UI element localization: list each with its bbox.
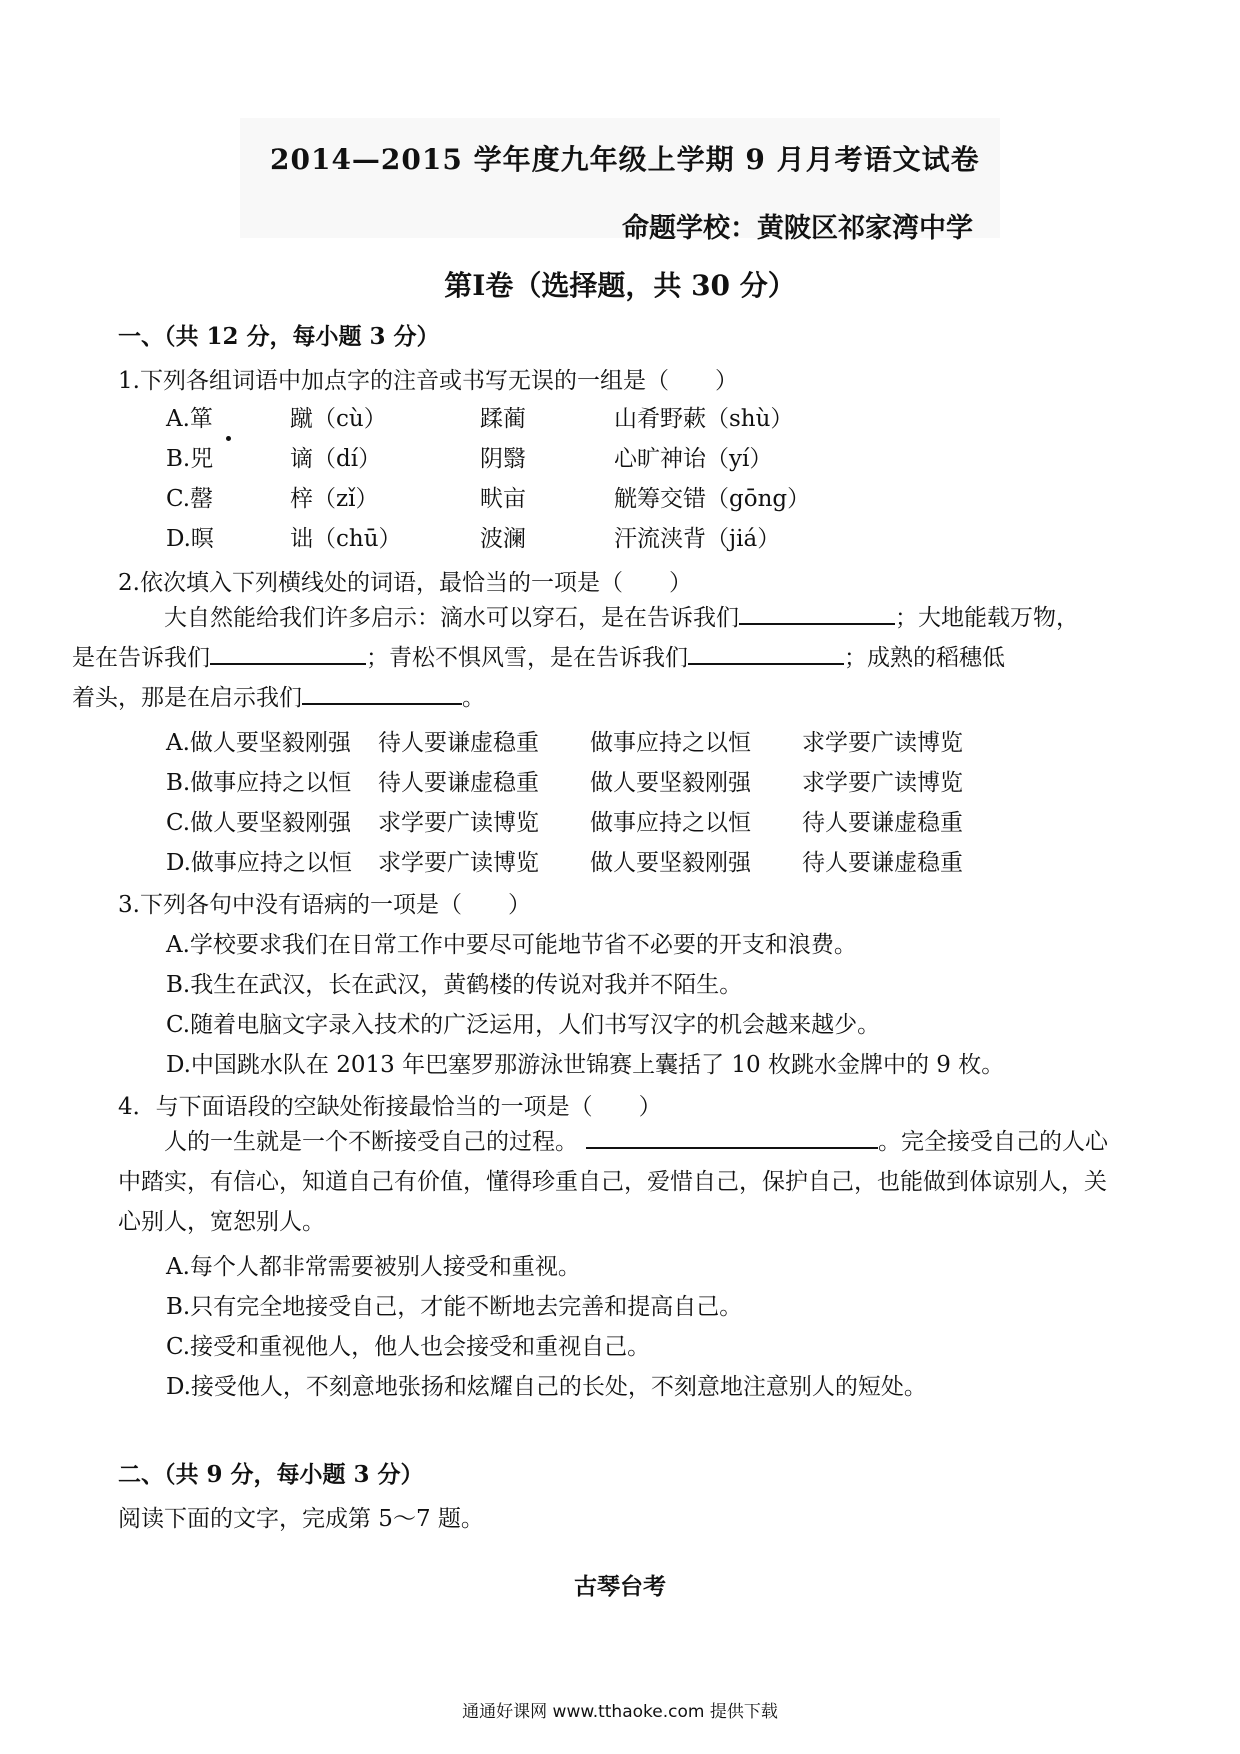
q2-d-4: 待人要谦虚稳重: [802, 850, 963, 876]
passage-title: 古琴台考: [574, 1573, 666, 1600]
q4-text-1: 人的一生就是一个不断接受自己的过程。: [164, 1129, 578, 1155]
q2-b-4: 求学要广读博览: [802, 770, 963, 796]
q1-b-3: 阴翳: [480, 446, 526, 472]
q2-b-1: B.做事应持之以恒: [166, 770, 352, 796]
q1-c-1: C.罄: [166, 486, 214, 512]
q1-d-1: D.暝: [166, 526, 214, 552]
q3-option-d: D.中国跳水队在 2013 年巴塞罗那游泳世锦赛上囊括了 10 枚跳水金牌中的 9 枚。: [166, 1052, 1005, 1078]
q1-option-b: [166, 440, 772, 473]
q2-text-6: 着头，那是在启示我们: [72, 685, 302, 711]
q1-c-3: 畎亩: [480, 486, 526, 512]
q2-c-2: 求学要广读博览: [378, 810, 539, 836]
q2-text-4: ；青松不惧风雪，是在告诉我们: [366, 645, 688, 671]
q1-a-3: 蹂蔺: [480, 406, 526, 432]
q2-b-3: 做人要坚毅刚强: [590, 770, 751, 796]
q2-blank-2: [210, 641, 366, 665]
exam-title: 2014—2015 学年度九年级上学期 9 月月考语文试卷: [270, 143, 980, 176]
q2-passage: [72, 598, 1126, 718]
q3-option-c: C.随着电脑文字录入技术的广泛运用，人们书写汉字的机会越来越少。: [166, 1012, 881, 1038]
section2-intro: 阅读下面的文字，完成第 5～7 题。: [118, 1506, 484, 1532]
q4-option-d: D.接受他人，不刻意地张扬和炫耀自己的长处，不刻意地注意别人的短处。: [166, 1374, 927, 1400]
q4-passage: [118, 1122, 1126, 1242]
q3-stem: 3.下列各句中没有语病的一项是（ ）: [118, 892, 531, 918]
q1-b-4: 心旷神诒（yí）: [614, 446, 773, 472]
q3-option-b: B.我生在武汉，长在武汉，黄鹤楼的传说对我并不陌生。: [166, 972, 743, 998]
q2-text-3: 是在告诉我们: [72, 645, 210, 671]
q1-a-4: 山肴野蔌（shù）: [614, 406, 794, 432]
q1-stem: 1.下列各组词语中加点字的注音或书写无误的一组是（ ）: [118, 368, 738, 394]
q1-option-c: [166, 480, 810, 513]
section2-heading: 二、（共 9 分，每小题 3 分）: [118, 1461, 424, 1488]
q4-stem: 4．与下面语段的空缺处衔接最恰当的一项是（ ）: [118, 1094, 662, 1120]
school-line: 命题学校：黄陂区祁家湾中学: [622, 213, 973, 244]
q2-option-c: [166, 804, 963, 837]
page-footer: 通通好课网 www.tthaoke.com 提供下载: [462, 1702, 778, 1722]
q2-d-2: 求学要广读博览: [378, 850, 539, 876]
q2-blank-4: [302, 681, 462, 705]
q4-text-2: 。完全接受自己的人心中踏实，有信心，知道自己有价值，懂得珍重自己，爱惜自己，保护自己，也能做到体谅别人，关心别人，宽恕别人。: [118, 1129, 1108, 1235]
q2-c-3: 做事应持之以恒: [590, 810, 751, 836]
q2-text-2: ；大地能载万物，: [895, 605, 1079, 631]
q1-d-2: 诎（chū）: [290, 526, 402, 552]
section1-heading: 一、（共 12 分，每小题 3 分）: [118, 323, 440, 350]
q2-b-2: 待人要谦虚稳重: [378, 770, 539, 796]
q2-d-1: D.做事应持之以恒: [166, 850, 352, 876]
q2-a-4: 求学要广读博览: [802, 730, 963, 756]
q1-b-2: 谪（dí）: [290, 446, 382, 472]
q4-option-b: B.只有完全地接受自己，才能不断地去完善和提高自己。: [166, 1294, 743, 1320]
q3-option-a: A.学校要求我们在日常工作中要尽可能地节省不必要的开支和浪费。: [166, 932, 857, 958]
q2-option-d: [166, 844, 963, 877]
q2-a-3: 做事应持之以恒: [590, 730, 751, 756]
q4-option-a: A.每个人都非常需要被别人接受和重视。: [166, 1254, 581, 1280]
q2-c-4: 待人要谦虚稳重: [802, 810, 963, 836]
q2-a-2: 待人要谦虚稳重: [378, 730, 539, 756]
q1-option-d: [166, 520, 780, 553]
part-heading: 第Ⅰ卷（选择题，共 30 分）: [444, 269, 796, 302]
q1-a-2: 蹴（cù）: [290, 406, 387, 432]
q2-c-1: C.做人要坚毅刚强: [166, 810, 352, 836]
q2-text-5: ；成熟的稻穗低: [844, 645, 1005, 671]
q1-d-4: 汗流浃背（jiá）: [614, 526, 781, 552]
q2-d-3: 做人要坚毅刚强: [590, 850, 751, 876]
q2-blank-3: [688, 641, 844, 665]
q2-stem: 2.依次填入下列横线处的词语，最恰当的一项是（ ）: [118, 570, 692, 596]
q1-a-1: A.箪: [166, 400, 290, 433]
q4-blank: [586, 1125, 878, 1149]
q2-text-7: 。: [462, 685, 485, 711]
q2-a-1: A.做人要坚毅刚强: [166, 730, 351, 756]
q1-c-4: 觥筹交错（gōng）: [614, 486, 811, 512]
q2-option-b: [166, 764, 963, 797]
q1-c-2: 梓（zǐ）: [290, 486, 379, 512]
q1-b-1: B.兕: [166, 446, 214, 472]
q4-option-c: C.接受和重视他人，他人也会接受和重视自己。: [166, 1334, 651, 1360]
q2-blank-1: [739, 601, 895, 625]
q2-text-1: 大自然能给我们许多启示：滴水可以穿石，是在告诉我们: [164, 605, 739, 631]
q1-option-a: [166, 400, 793, 433]
q1-d-3: 波澜: [480, 526, 526, 552]
q2-option-a: [166, 724, 963, 757]
